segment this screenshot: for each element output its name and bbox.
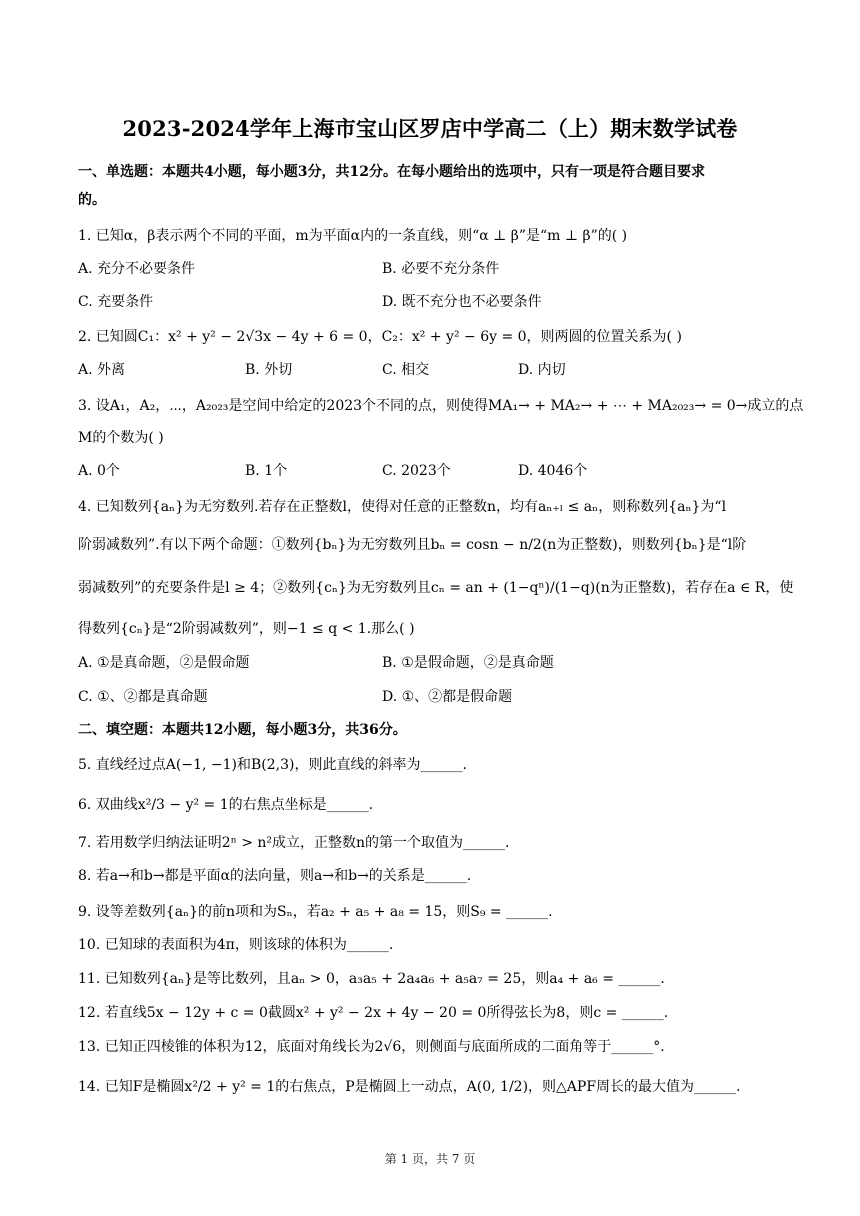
q2-option-c: C. 相交 xyxy=(382,362,430,378)
q1-option-d: D. 既不充分也不必要条件 xyxy=(382,294,542,310)
q3-stem: 3. 设A₁，A₂，⋯，A₂₀₂₃是空间中给定的2023个不同的点，则使得MA₁→ + MA₂→ + ⋯ + MA₂₀₂₃→ = 0→成立的点 xyxy=(78,398,804,414)
fill-question: 6. 双曲线x²/3 − y² = 1的右焦点坐标是______. xyxy=(78,797,374,813)
page-title: 2023-2024学年上海市宝山区罗店中学高二（上）期末数学试卷 xyxy=(122,116,738,141)
q4-option-c: C. ①、②都是真命题 xyxy=(78,689,208,705)
fill-question: 7. 若用数学归纳法证明2ⁿ > n²成立，正整数n的第一个取值为______. xyxy=(78,835,510,851)
q4-stem-line3: 弱减数列”的充要条件是l ≥ 4；②数列{cₙ}为无穷数列且cₙ = an + (1−qⁿ)/(1−q)(n为正整数)，若存在a ∈ R，使 xyxy=(78,580,794,596)
q2-stem: 2. 已知圆C₁：x² + y² − 2√3x − 4y + 6 = 0，C₂：x² + y² − 6y = 0，则两圆的位置关系为( ) xyxy=(78,329,682,345)
q3-option-b: B. 1个 xyxy=(245,463,288,479)
q4-stem-line4: 得数列{cₙ}是“2阶弱减数列”，则−1 ≤ q < 1.那么( ) xyxy=(78,621,415,637)
q3-stem-cont: M的个数为( ) xyxy=(78,430,164,446)
q2-option-a: A. 外离 xyxy=(78,362,126,378)
q2-option-b: B. 外切 xyxy=(245,362,293,378)
q4-option-b: B. ①是假命题，②是真命题 xyxy=(382,655,554,671)
fill-question: 12. 若直线5x − 12y + c = 0截圆x² + y² − 2x + 4y − 20 = 0所得弦长为8，则c = ______. xyxy=(78,1005,669,1021)
q4-option-d: D. ①、②都是假命题 xyxy=(382,689,513,705)
q4-stem-line1: 4. 已知数列{aₙ}为无穷数列.若存在正整数l，使得对任意的正整数n，均有aₙ₊ₗ ≤ aₙ，则称数列{aₙ}为“l xyxy=(78,499,727,515)
q3-option-c: C. 2023个 xyxy=(382,463,451,479)
fill-question: 8. 若a→和b→都是平面α的法向量，则a→和b→的关系是______. xyxy=(78,868,472,884)
q4-stem-line2: 阶弱减数列”.有以下两个命题：①数列{bₙ}为无穷数列且bₙ = cosn − n/2(n为正整数)，则数列{bₙ}是“l阶 xyxy=(78,537,747,553)
fill-question: 11. 已知数列{aₙ}是等比数列，且aₙ > 0，a₃a₅ + 2a₄a₆ + a₅a₇ = 25，则a₄ + a₆ = ______. xyxy=(78,971,665,987)
q3-option-d: D. 4046个 xyxy=(518,463,588,479)
q1-option-c: C. 充要条件 xyxy=(78,294,154,310)
fill-question: 9. 设等差数列{aₙ}的前n项和为Sₙ，若a₂ + a₅ + a₈ = 15，则S₉ = ______. xyxy=(78,904,553,920)
q1-stem: 1. 已知α，β表示两个不同的平面，m为平面α内的一条直线，则“α ⊥ β”是“m ⊥ β”的( ) xyxy=(78,228,628,244)
fill-question: 14. 已知F是椭圆x²/2 + y² = 1的右焦点，P是椭圆上一动点，A(0, 1/2)，则△APF周长的最大值为______. xyxy=(78,1079,741,1095)
q1-option-b: B. 必要不充分条件 xyxy=(382,261,500,277)
q1-option-a: A. 充分不必要条件 xyxy=(78,261,196,277)
fill-question: 5. 直线经过点A(−1, −1)和B(2,3)，则此直线的斜率为______. xyxy=(78,757,467,773)
fill-question: 10. 已知球的表面积为4π，则该球的体积为______. xyxy=(78,937,394,953)
section1-heading: 一、单选题：本题共4小题，每小题3分，共12分。在每小题给出的选项中，只有一项是符合题目要求 xyxy=(78,164,705,180)
q4-option-a: A. ①是真命题，②是假命题 xyxy=(78,655,250,671)
section2-heading: 二、填空题：本题共12小题，每小题3分，共36分。 xyxy=(78,722,407,738)
q3-option-a: A. 0个 xyxy=(78,463,120,479)
page-footer: 第 1 页，共 7 页 xyxy=(384,1152,476,1166)
q2-option-d: D. 内切 xyxy=(518,362,566,378)
fill-question: 13. 已知正四棱锥的体积为12，底面对角线长为2√6，则侧面与底面所成的二面角等于______°. xyxy=(78,1039,665,1055)
section1-heading-cont: 的。 xyxy=(78,192,106,208)
